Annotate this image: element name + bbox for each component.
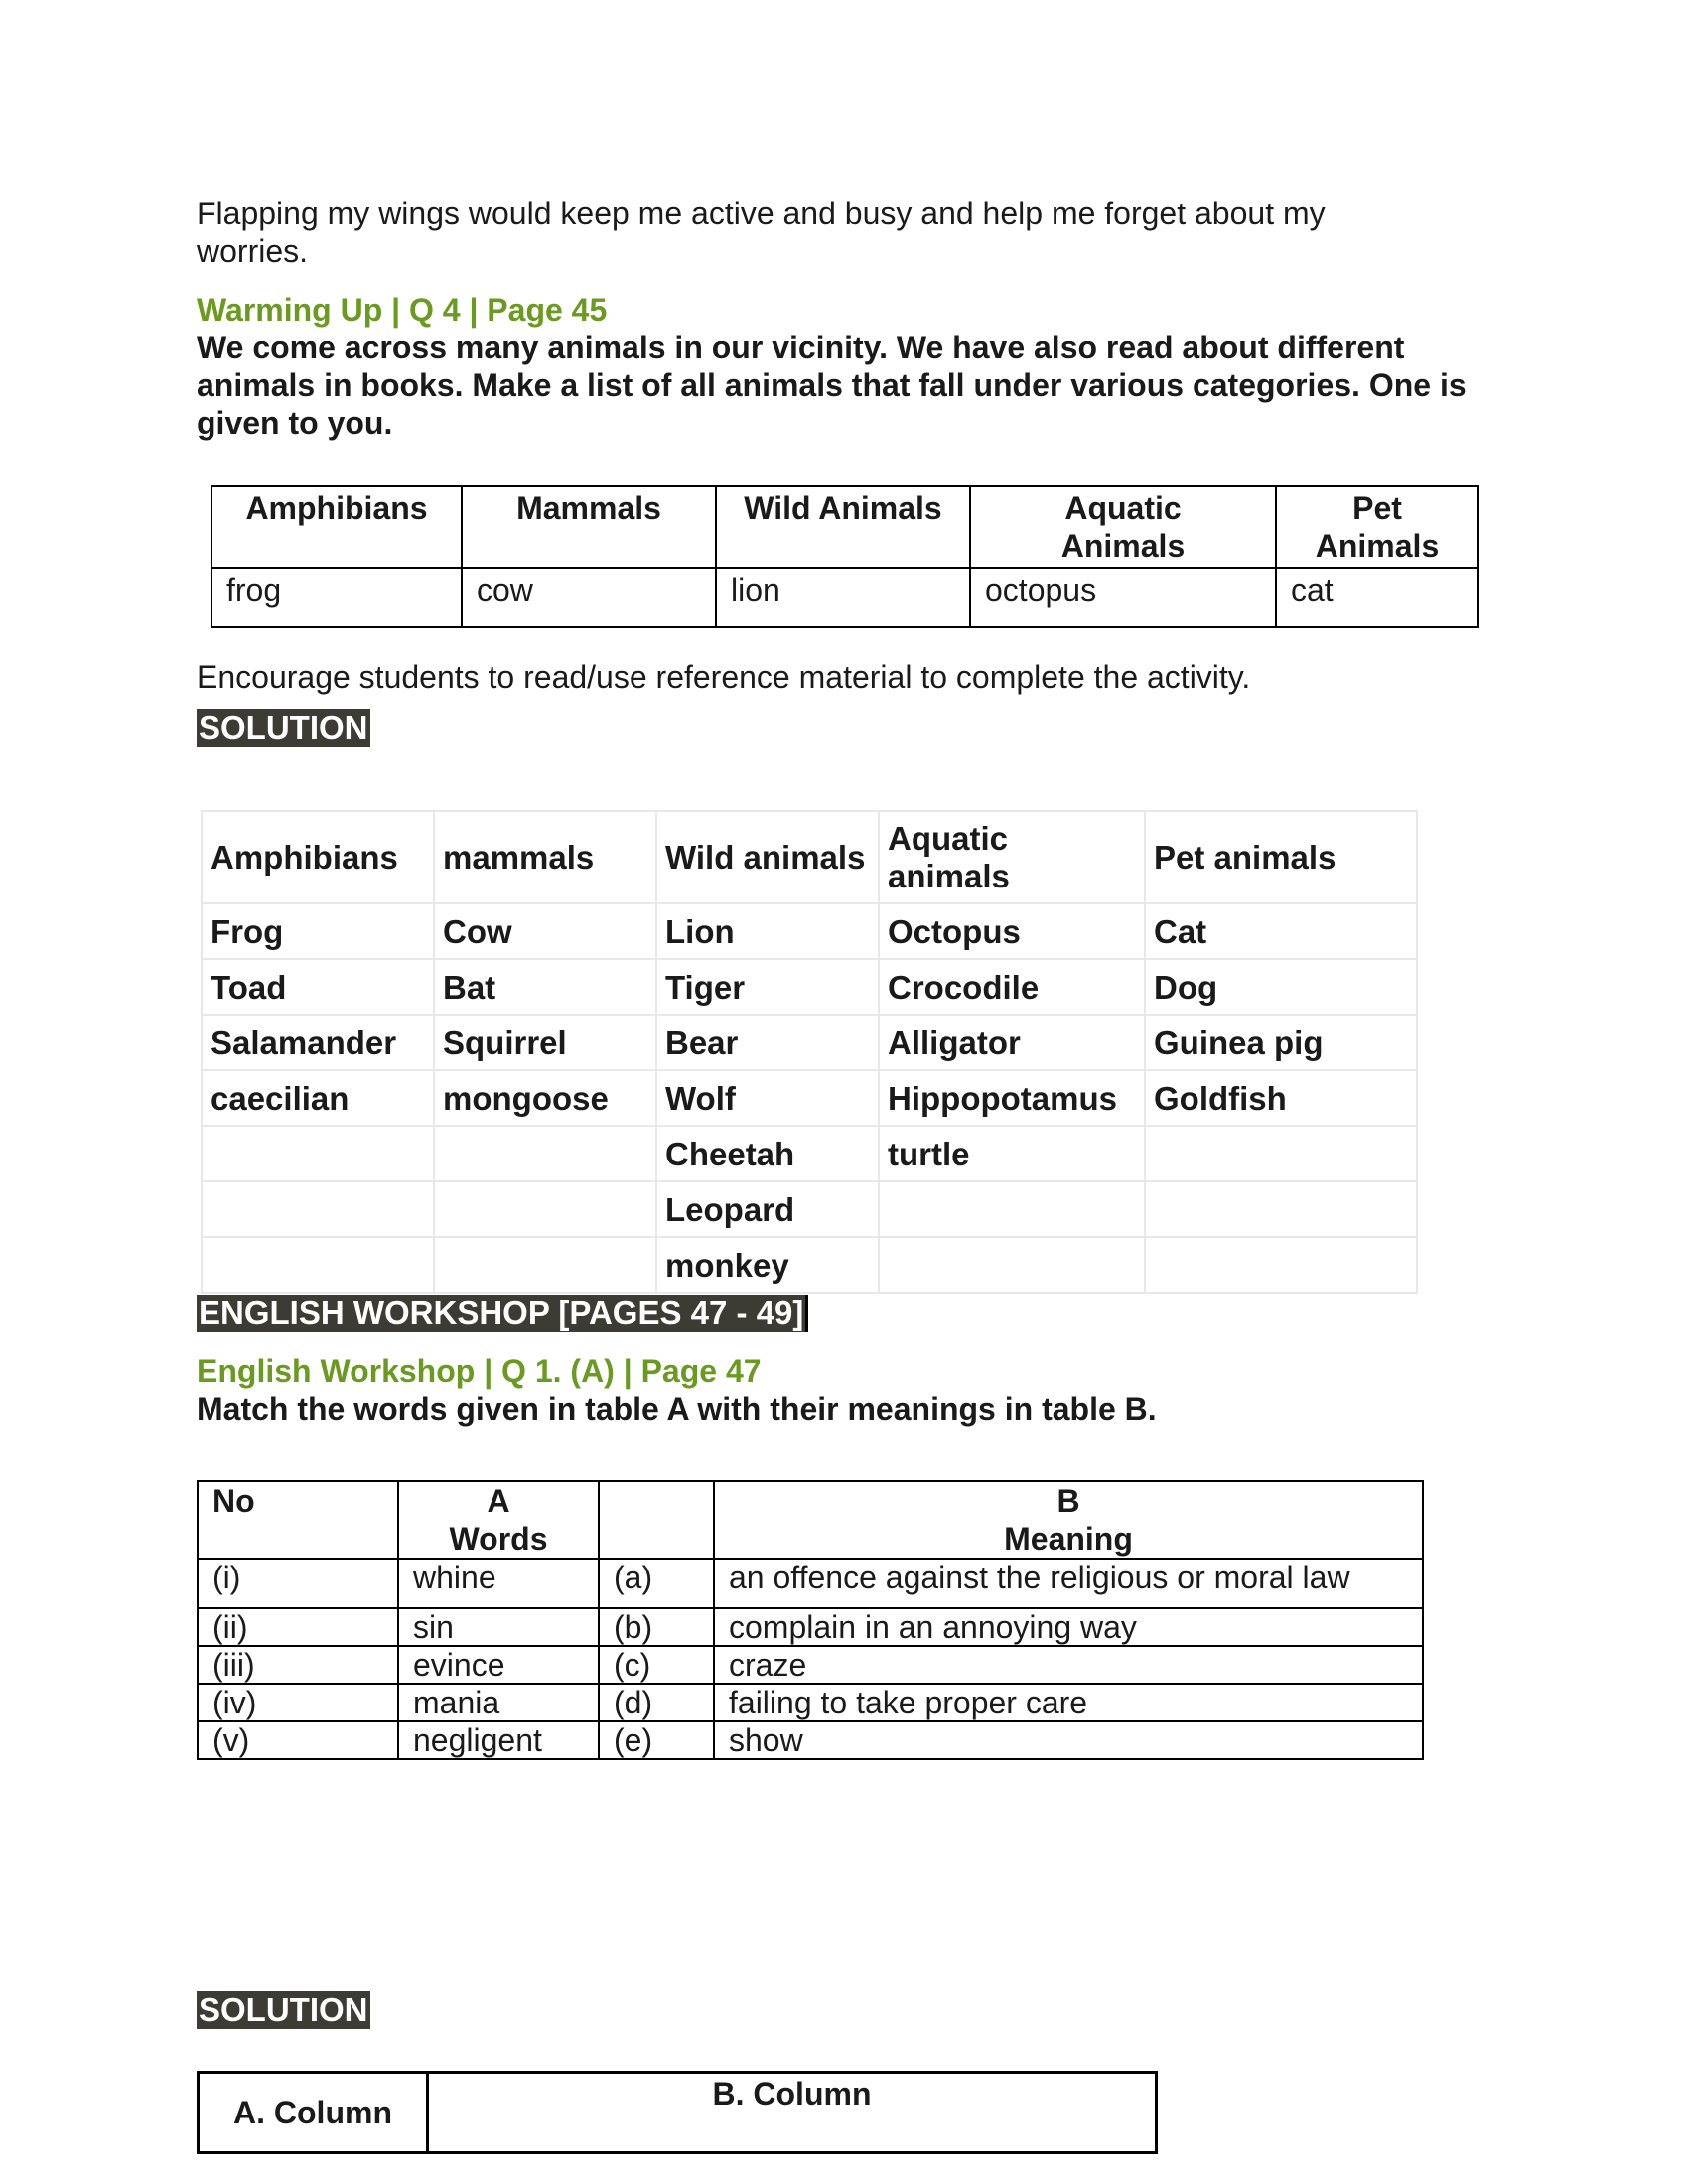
table-cell: (iii) — [198, 1646, 398, 1684]
table-cell: (e) — [599, 1721, 714, 1759]
solution-label: SOLUTION — [199, 709, 368, 746]
workshop-heading: English Workshop | Q 1. (A) | Page 47 — [197, 1353, 762, 1389]
table-cell: (v) — [198, 1721, 398, 1759]
table-row — [202, 1015, 1417, 1070]
table-header-row — [211, 486, 1478, 568]
table-cell: Lion — [656, 903, 879, 959]
table-row — [198, 1721, 1423, 1759]
table-row — [211, 568, 1478, 627]
table-row — [198, 1646, 1423, 1684]
q4-heading: Warming Up | Q 4 | Page 45 — [197, 292, 608, 328]
q4-question: We come across many animals in our vicinity. We have also read about different animals in books. Make a list of all animals that fall under various categories. One is given to you. — [197, 330, 1467, 441]
table-cell: an offence against the religious or moral law — [714, 1559, 1423, 1608]
table-cell: Salamander — [202, 1015, 434, 1070]
table-cell: (d) — [599, 1684, 714, 1721]
table-row — [202, 1181, 1417, 1237]
table-cell: turtle — [879, 1126, 1145, 1181]
table-cell: show — [714, 1721, 1423, 1759]
table-row — [202, 1126, 1417, 1181]
table-row — [198, 1608, 1423, 1646]
table-cell: Squirrel — [434, 1015, 656, 1070]
table-cell — [202, 1237, 434, 1293]
q4-category-table — [211, 485, 1479, 628]
table-cell: Alligator — [879, 1015, 1145, 1070]
table-header-cell: Wild Animals — [716, 486, 970, 568]
table-cell: whine — [398, 1559, 599, 1608]
workshop-banner: ENGLISH WORKSHOP [PAGES 47 - 49] — [197, 1295, 808, 1332]
q4-solution-table — [201, 810, 1418, 1294]
table-header-row — [199, 2073, 1157, 2153]
table-cell: Wild animals — [656, 811, 879, 903]
workshop-question: Match the words given in table A with their meanings in table B. — [197, 1391, 1157, 1427]
table-header-cell: Pet Animals — [1276, 486, 1478, 568]
table-header-cell: Amphibians — [211, 486, 462, 568]
table-cell: mongoose — [434, 1070, 656, 1126]
table-cell: Amphibians — [202, 811, 434, 903]
header-words-bottom: Words — [449, 1521, 548, 1557]
table-cell — [1145, 1237, 1417, 1293]
table-cell: Goldfish — [1145, 1070, 1417, 1126]
table-cell: evince — [398, 1646, 599, 1684]
table-cell: Pet animals — [1145, 811, 1417, 903]
header-words-top: A — [487, 1483, 510, 1519]
table-cell: lion — [716, 568, 970, 627]
workshop-banner-wrap — [197, 1295, 808, 1332]
header-words — [398, 1481, 599, 1559]
q4-note: Encourage students to read/use reference material to complete the activity. — [197, 659, 1251, 695]
table-cell: cat — [1276, 568, 1478, 627]
table-cell — [1145, 1181, 1417, 1237]
header-no: No — [198, 1481, 398, 1559]
table-cell — [202, 1181, 434, 1237]
table-cell: mania — [398, 1684, 599, 1721]
table-cell: Cheetah — [656, 1126, 879, 1181]
header-b-column: B. Column — [428, 2073, 1157, 2153]
table-cell: octopus — [970, 568, 1276, 627]
table-cell: complain in an annoying way — [714, 1608, 1423, 1646]
table-cell — [434, 1181, 656, 1237]
table-header-cell: Mammals — [462, 486, 716, 568]
intro-paragraph: Flapping my wings would keep me active and busy and help me forget about my worries. — [197, 196, 1326, 269]
table-row — [202, 1070, 1417, 1126]
table-cell — [202, 1126, 434, 1181]
table-cell: caecilian — [202, 1070, 434, 1126]
table-cell: monkey — [656, 1237, 879, 1293]
table-cell — [879, 1237, 1145, 1293]
header-letter — [599, 1481, 714, 1559]
table-cell — [434, 1126, 656, 1181]
table-row — [202, 903, 1417, 959]
table-cell: (iv) — [198, 1684, 398, 1721]
solution-label-wrap — [197, 709, 370, 747]
solution-label: SOLUTION — [199, 1991, 368, 2028]
table-cell: mammals — [434, 811, 656, 903]
table-cell: (ii) — [198, 1608, 398, 1646]
table-cell: negligent — [398, 1721, 599, 1759]
table-cell: sin — [398, 1608, 599, 1646]
match-table — [197, 1480, 1424, 1760]
table-cell: Wolf — [656, 1070, 879, 1126]
table-cell — [879, 1181, 1145, 1237]
match-solution-table — [197, 2071, 1158, 2154]
header-meaning-bottom: Meaning — [1004, 1521, 1133, 1557]
table-cell: (a) — [599, 1559, 714, 1608]
table-cell: Crocodile — [879, 959, 1145, 1015]
table-cell: (i) — [198, 1559, 398, 1608]
table-cell: (b) — [599, 1608, 714, 1646]
table-cell: craze — [714, 1646, 1423, 1684]
table-cell — [1145, 1126, 1417, 1181]
table-row — [198, 1684, 1423, 1721]
solution-label-wrap — [197, 1991, 370, 2029]
table-cell: Leopard — [656, 1181, 879, 1237]
table-header-row — [198, 1481, 1423, 1559]
table-cell: Aquatic animals — [879, 811, 1145, 903]
table-cell: Guinea pig — [1145, 1015, 1417, 1070]
table-cell: Toad — [202, 959, 434, 1015]
table-cell: Bat — [434, 959, 656, 1015]
table-cell: (c) — [599, 1646, 714, 1684]
table-cell: Cat — [1145, 903, 1417, 959]
header-a-column: A. Column — [199, 2073, 428, 2153]
table-header-cell: Aquatic Animals — [970, 486, 1276, 568]
table-cell: Hippopotamus — [879, 1070, 1145, 1126]
table-row — [202, 959, 1417, 1015]
table-row — [202, 1237, 1417, 1293]
table-cell: Tiger — [656, 959, 879, 1015]
table-cell: Octopus — [879, 903, 1145, 959]
table-cell: Frog — [202, 903, 434, 959]
table-row — [202, 811, 1417, 903]
table-cell — [434, 1237, 656, 1293]
table-cell: frog — [211, 568, 462, 627]
header-meaning-top: B — [1056, 1483, 1080, 1519]
table-row — [198, 1559, 1423, 1608]
table-cell: Cow — [434, 903, 656, 959]
table-cell: failing to take proper care — [714, 1684, 1423, 1721]
header-meaning — [714, 1481, 1423, 1559]
table-cell: cow — [462, 568, 716, 627]
table-cell: Bear — [656, 1015, 879, 1070]
table-cell: Dog — [1145, 959, 1417, 1015]
